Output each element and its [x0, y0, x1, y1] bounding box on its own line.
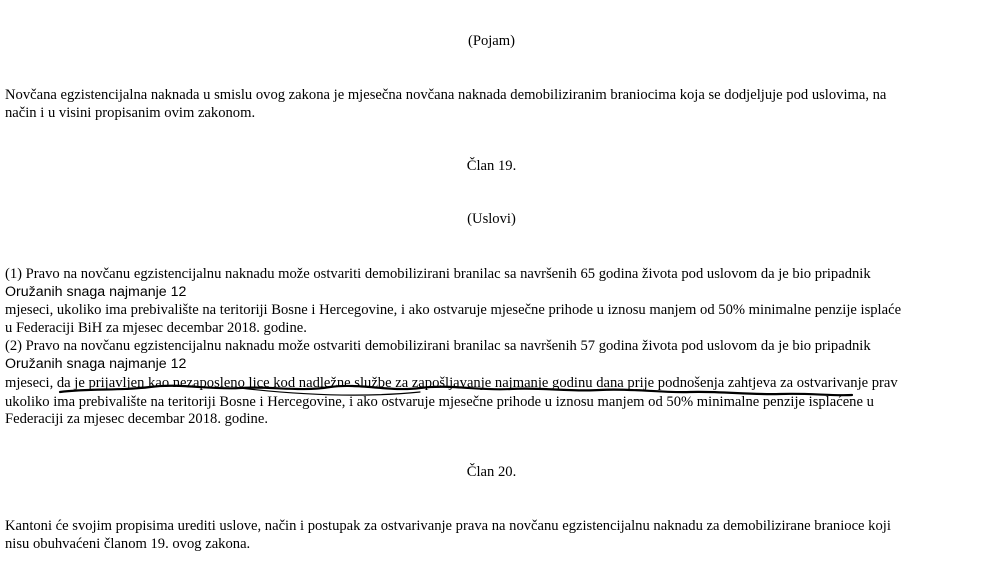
clan-19-p2-line-2: Oružanih snaga najmanje 12 — [5, 356, 187, 372]
clan-20-line-2: nisu obuhvaćeni članom 19. ovog zakona. — [5, 536, 251, 552]
heading-pojam: (Pojam) — [467, 33, 516, 49]
clan-19-p1-line-1: (1) Pravo na novčanu egzistencijalnu naknadu može ostvariti demobilizirani branilac sa navršenih 65 godina života pod uslovom da je bio pripadnik — [5, 266, 871, 282]
clan-19-p1-line-4: u Federaciji BiH za mjesec decembar 2018. godine. — [5, 320, 307, 336]
clan-20-line-1: Kantoni će svojim propisima urediti uslove, način i postupak za ostvarivanje prava na novčanu egzistencijalnu naknadu za demobilizirane branioce koji — [5, 518, 891, 534]
clan-20-title: Član 20. — [466, 464, 517, 480]
pojam-paragraph-line-1: Novčana egzistencijalna naknada u smislu ovog zakona je mjesečna novčana naknada demobiliziranim braniocima koja se dodjeljuje pod uslovima, na — [5, 87, 887, 103]
clan-19-title: Član 19. — [466, 158, 517, 174]
clan-19-p1-line-2: Oružanih snaga najmanje 12 — [5, 284, 187, 300]
pojam-paragraph-line-2: način i u visini propisanim ovim zakonom. — [5, 105, 256, 121]
clan-19-p2-line-4: ukoliko ima prebivalište na teritoriji Bosne i Hercegovine, i ako ostvaruje mjesečne prihode u iznosu manjem od 50% minimalne penzije isplaćene u — [5, 394, 874, 410]
clan-19-p1-line-3: mjeseci, ukoliko ima prebivalište na teritoriji Bosne i Hercegovine, i ako ostvaruje mjesečne prihode u iznosu manjem od 50% minimalne penzije isplaće — [5, 302, 902, 318]
clan-19-p2-line-1: (2) Pravo na novčanu egzistencijalnu naknadu može ostvariti demobilizirani branilac sa navršenih 57 godina života pod uslovom da je bio pripadnik — [5, 338, 871, 354]
clan-19-p2-line-5: Federaciji za mjesec decembar 2018. godine. — [5, 411, 268, 427]
clan-19-subtitle: (Uslovi) — [467, 211, 516, 227]
clan-19-p2-line-3: mjeseci, da je prijavljen kao nezaposleno lice kod nadležne službe za zapošljavanje najmanje godinu dana prije podnošenja zahtjeva za ostvarivanje prav — [5, 375, 898, 391]
